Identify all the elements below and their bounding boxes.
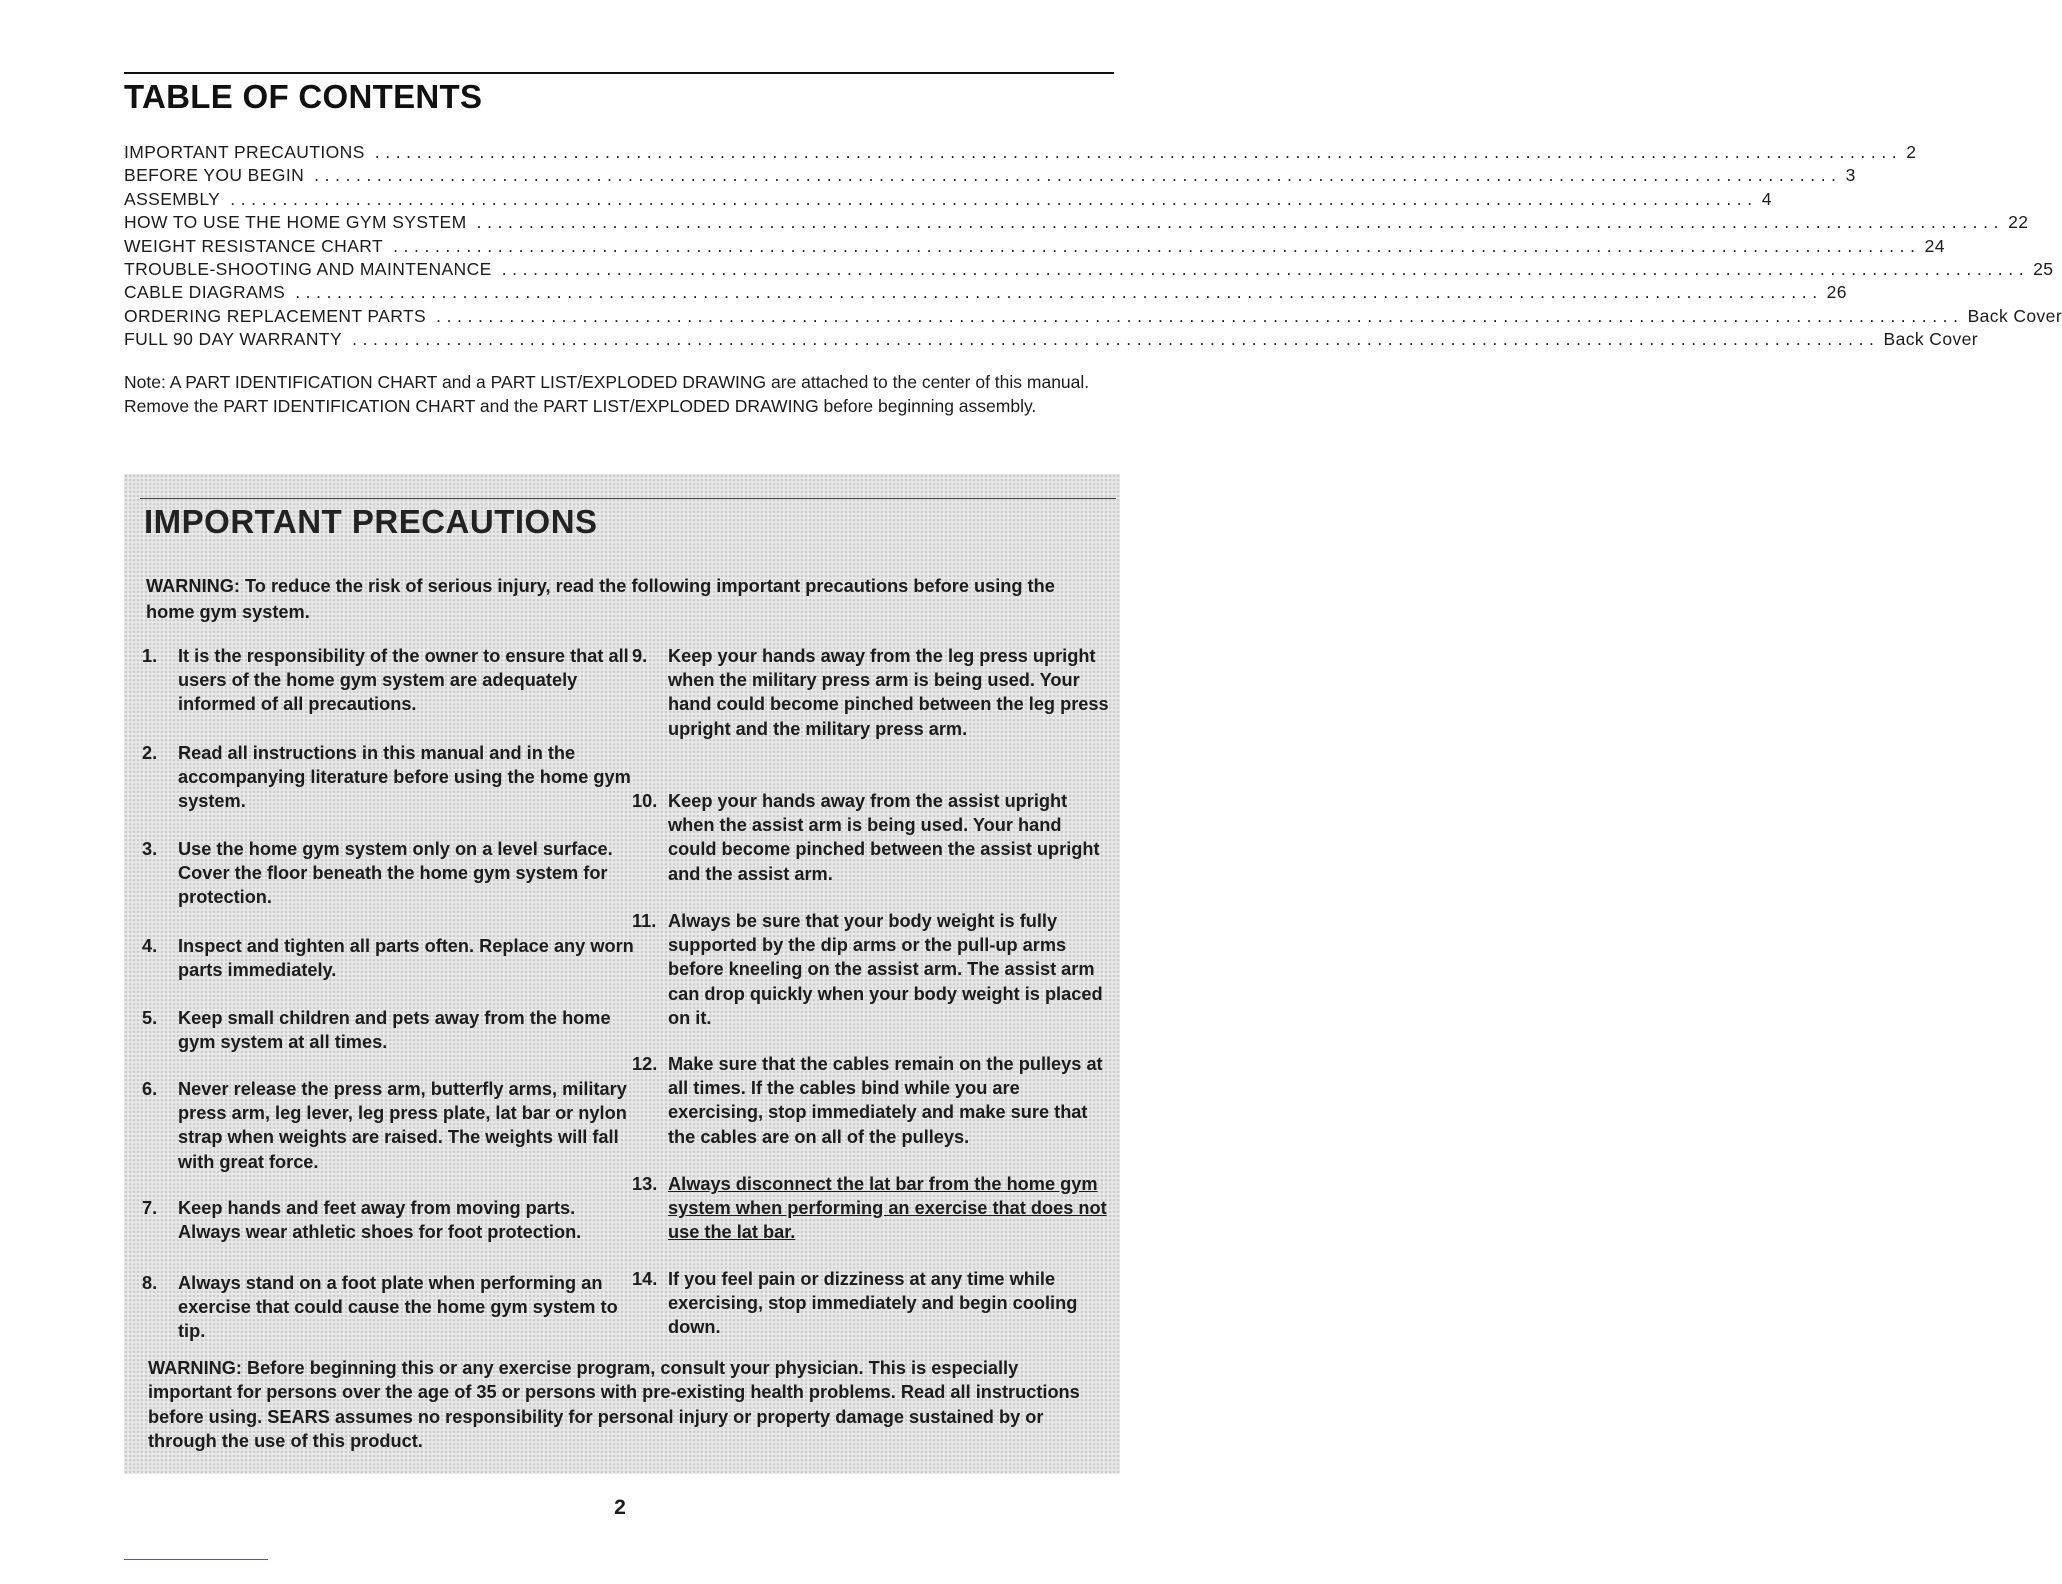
precaution-text: Never release the press arm, butterfly arms, military press arm, leg lever, leg press plate, lat bar or nylon strap when weights are raised. The weights will fall with great force. xyxy=(178,1079,627,1172)
precaution-item xyxy=(142,934,642,982)
precaution-number: 6. xyxy=(142,1079,158,1099)
toc-leader-dots: .................................................................................................................................................. xyxy=(295,282,1823,303)
toc-entry-page: 3 xyxy=(1845,165,1856,186)
toc-leader-dots: .................................................................................................................................................. xyxy=(476,212,2005,233)
precaution-number: 5. xyxy=(142,1008,158,1028)
toc-entry-page: 22 xyxy=(2008,212,2029,233)
toc-entry[interactable] xyxy=(124,188,1772,211)
precaution-item xyxy=(142,1077,642,1174)
precaution-number: 12. xyxy=(632,1054,658,1074)
toc-leader-dots: .................................................................................................................................................. xyxy=(374,142,1903,162)
warning-intro xyxy=(146,573,1086,625)
toc-entry-label: ORDERING REPLACEMENT PARTS xyxy=(124,305,427,326)
precaution-text: Keep hands and feet away from moving parts. Always wear athletic shoes for foot protection. xyxy=(178,1198,582,1243)
precaution-text: Use the home gym system only on a level surface. Cover the floor beneath the home gym system for protection. xyxy=(178,839,613,908)
precaution-text: If you feel pain or dizziness at any time while exercising, stop immediately and begin cooling down. xyxy=(668,1269,1078,1338)
precaution-text: Always stand on a foot plate when performing an exercise that could cause the home gym system to tip. xyxy=(178,1273,618,1342)
precaution-item xyxy=(142,644,642,717)
toc-entry[interactable] xyxy=(124,305,2062,328)
toc-entry-label: HOW TO USE THE HOME GYM SYSTEM xyxy=(124,212,467,233)
toc-leader-dots: .................................................................................................................................................. xyxy=(501,258,2030,279)
warning-intro-text: To reduce the risk of serious injury, read the following important precautions before using the home gym system. xyxy=(146,576,1055,622)
toc-entry[interactable] xyxy=(124,281,1847,304)
toc-entry-label: WEIGHT RESISTANCE CHART xyxy=(124,235,384,256)
toc-entry-page: 24 xyxy=(1924,235,1945,256)
toc-entry-label: CABLE DIAGRAMS xyxy=(124,282,286,303)
warning-footer xyxy=(148,1356,1098,1454)
precaution-text: Always disconnect the lat bar from the home gym system when performing an exercise that does not use the lat bar. xyxy=(668,1174,1107,1243)
toc-entry[interactable] xyxy=(124,164,1856,187)
toc-entry-page: 26 xyxy=(1826,282,1847,303)
precaution-item xyxy=(142,1196,642,1244)
precaution-item xyxy=(142,1271,642,1344)
toc-entry-page: Back Cover xyxy=(1967,305,2062,326)
precaution-number: 3. xyxy=(142,839,158,859)
precaution-item xyxy=(632,1267,1112,1340)
precaution-number: 13. xyxy=(632,1174,658,1194)
precaution-number: 1. xyxy=(142,646,158,666)
toc-entry-page: 4 xyxy=(1761,188,1772,209)
toc-title: TABLE OF CONTENTS xyxy=(124,78,483,115)
precaution-text: Keep small children and pets away from the home gym system at all times. xyxy=(178,1008,611,1053)
precaution-text: Keep your hands away from the leg press upright when the military press arm is being used. Your hand could become pinched between the leg press upright and the military press arm. xyxy=(668,646,1109,739)
precaution-number: 2. xyxy=(142,743,158,763)
toc-entry-page: 2 xyxy=(1906,142,1917,162)
precaution-number: 7. xyxy=(142,1198,158,1218)
toc-entry-label: ASSEMBLY xyxy=(124,188,221,209)
precaution-item xyxy=(142,1006,642,1054)
toc-entry[interactable] xyxy=(124,258,2054,281)
warning-label: WARNING: xyxy=(148,1358,242,1378)
precaution-item xyxy=(632,909,1112,1030)
precaution-text: Make sure that the cables remain on the pulleys at all times. If the cables bind while you are exercising, stop immediately and make sure that the cables are on all of the pulleys. xyxy=(668,1054,1103,1147)
precaution-number: 11. xyxy=(632,911,657,931)
precaution-number: 10. xyxy=(632,791,658,811)
warning-footer-text: Before beginning this or any exercise program, consult your physician. This is especially important for persons over the age of 35 or persons with pre-existing health problems. Read all instructions before using. SEARS assumes no responsibility for personal injury or property damage sustained by or through the use of this product. xyxy=(148,1358,1080,1452)
page-number: 2 xyxy=(614,1496,626,1519)
section-title: IMPORTANT PRECAUTIONS xyxy=(144,503,598,540)
toc-entry-page: 25 xyxy=(2033,258,2054,279)
precaution-item xyxy=(632,1052,1112,1149)
precaution-item xyxy=(632,1172,1112,1245)
toc-leader-dots: .................................................................................................................................................. xyxy=(436,305,1964,326)
precaution-item xyxy=(632,789,1112,886)
toc-leader-dots: .................................................................................................................................................. xyxy=(230,188,1758,209)
precaution-number: 9. xyxy=(632,646,648,666)
precaution-item xyxy=(142,837,642,910)
precaution-text: Read all instructions in this manual and in the accompanying literature before using the home gym system. xyxy=(178,743,631,812)
toc-entry[interactable] xyxy=(124,141,1917,164)
precaution-item xyxy=(632,644,1112,741)
section-rule xyxy=(140,498,1116,499)
precaution-number: 8. xyxy=(142,1273,158,1293)
precaution-text: Always be sure that your body weight is fully supported by the dip arms or the pull-up arms before kneeling on the assist arm. The assist arm can drop quickly when your body weight is placed on it. xyxy=(668,911,1103,1028)
toc-entry-label: TROUBLE-SHOOTING AND MAINTENANCE xyxy=(124,258,492,279)
toc-leader-dots: .................................................................................................................................................. xyxy=(352,329,1880,350)
top-rule xyxy=(124,72,1114,74)
precaution-number: 14. xyxy=(632,1269,658,1289)
toc-entry[interactable] xyxy=(124,211,2029,234)
footer-rule xyxy=(124,1559,268,1560)
precaution-item xyxy=(142,741,642,814)
toc-entry[interactable] xyxy=(124,328,1978,351)
precaution-text: It is the responsibility of the owner to ensure that all users of the home gym system are adequately informed of all precautions. xyxy=(178,646,629,715)
precautions-box xyxy=(124,474,1120,1474)
toc-note: Note: A PART IDENTIFICATION CHART and a PART LIST/EXPLODED DRAWING are attached to the center of this manual. Remove the PART IDENTIFICATION CHART and the PART LIST/EXPLODED DRAWING before beginning assembly. xyxy=(124,372,1090,416)
toc-entry-label: FULL 90 DAY WARRANTY xyxy=(124,329,343,350)
toc-entry-label: BEFORE YOU BEGIN xyxy=(124,165,305,186)
precaution-number: 4. xyxy=(142,936,158,956)
toc-entry[interactable] xyxy=(124,235,1945,258)
toc-list xyxy=(124,141,2062,352)
precaution-text: Inspect and tighten all parts often. Replace any worn parts immediately. xyxy=(178,936,634,981)
toc-entry-label: IMPORTANT PRECAUTIONS xyxy=(124,142,365,162)
toc-leader-dots: .................................................................................................................................................. xyxy=(393,235,1921,256)
precaution-text: Keep your hands away from the assist upright when the assist arm is being used. Your hand could become pinched between the assist upright and the assist arm. xyxy=(668,791,1100,884)
toc-leader-dots: .................................................................................................................................................. xyxy=(314,165,1842,186)
warning-label: WARNING: xyxy=(146,576,240,596)
toc-entry-page: Back Cover xyxy=(1883,329,1978,350)
